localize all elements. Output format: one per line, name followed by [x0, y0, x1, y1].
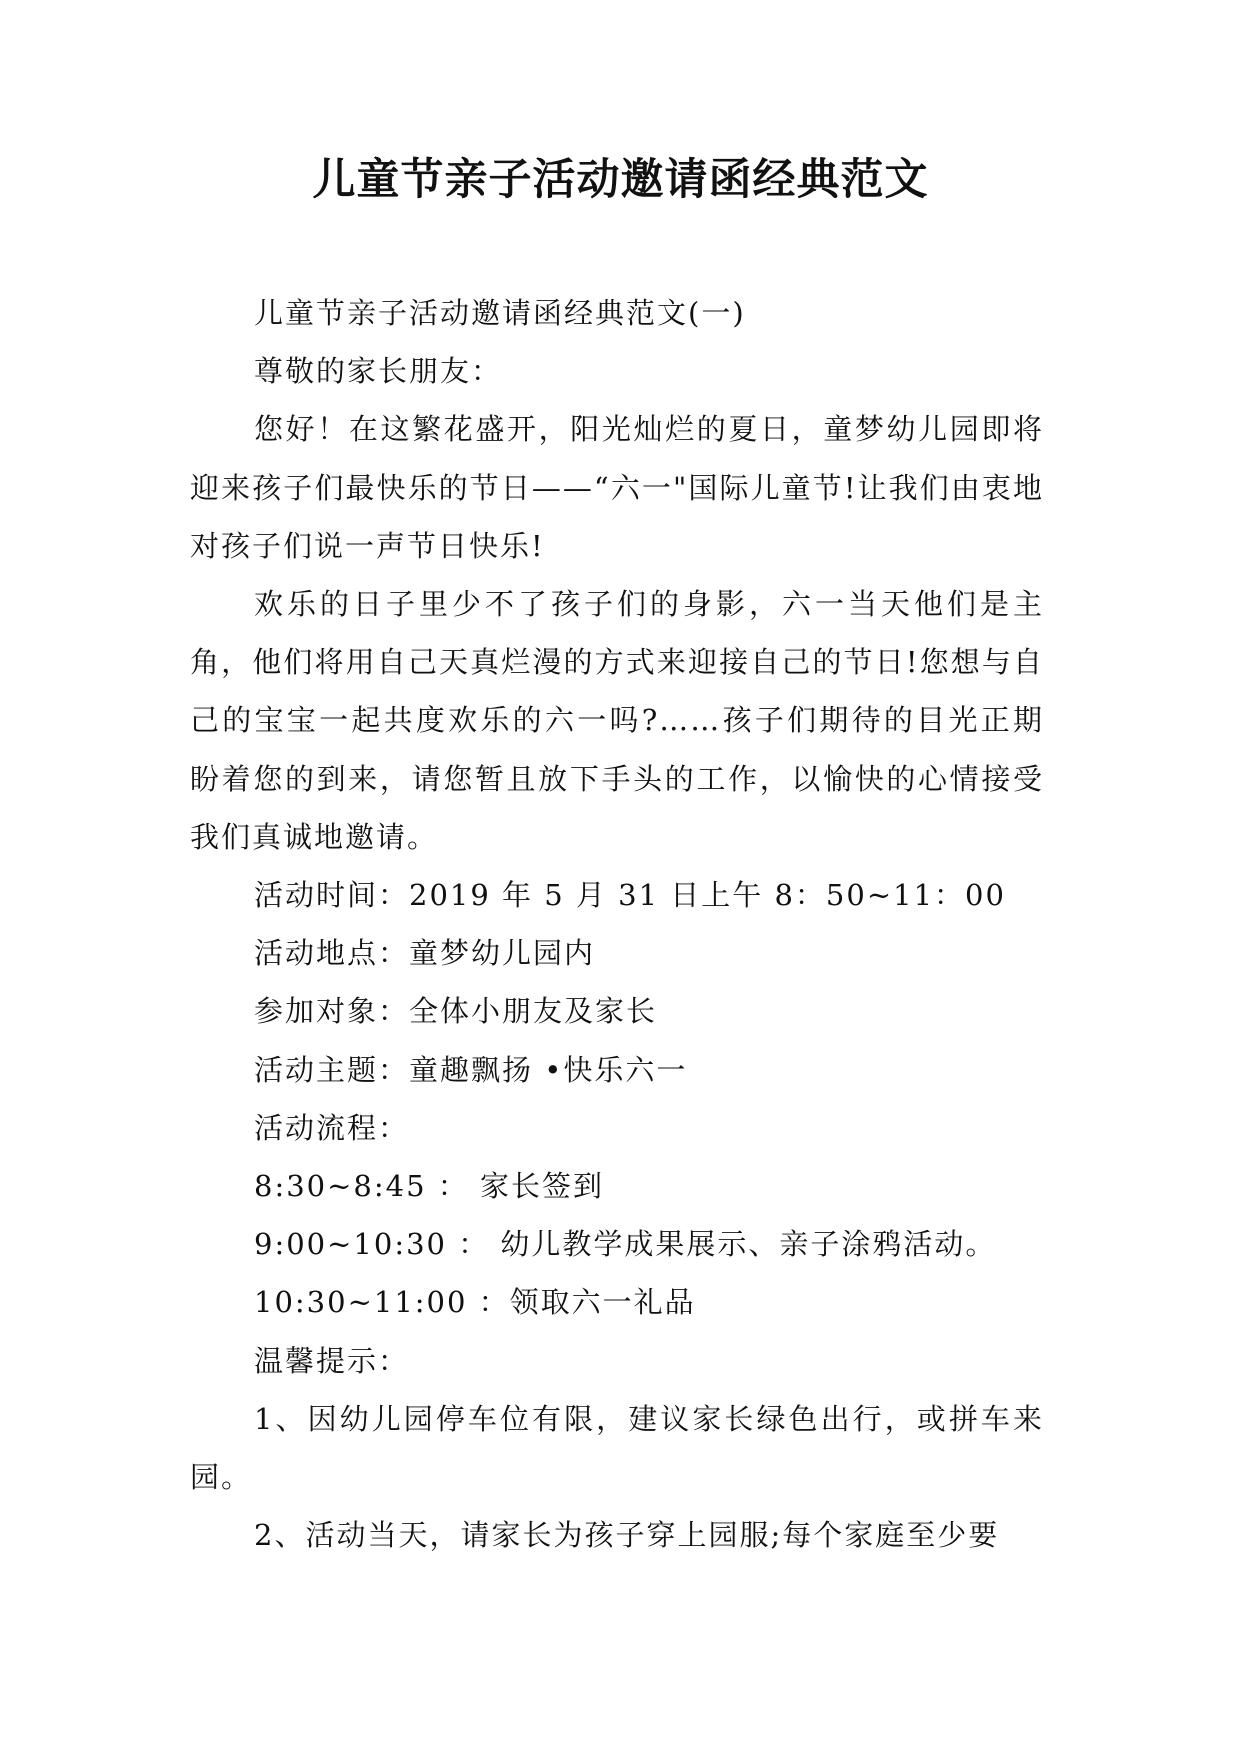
greeting-paragraph: 您好！在这繁花盛开，阳光灿烂的夏日，童梦幼儿园即将迎来孩子们最快乐的节日——“六一"国际儿童节!让我们由衷地对孩子们说一声节日快乐!: [190, 412, 1044, 563]
tip-item: 1、因幼儿园停车位有限，建议家长绿色出行，或拼车来园。: [190, 1401, 1044, 1495]
tips-heading: 温馨提示：: [254, 1343, 410, 1378]
document-body: [190, 284, 1044, 1564]
tip-item: 2、活动当天，请家长为孩子穿上园服;每个家庭至少要: [254, 1518, 1000, 1553]
subtitle-paragraph: 儿童节亲子活动邀请函经典范文(一): [254, 296, 746, 330]
activity-theme-line: 活动主题：童趣飘扬 •快乐六一: [254, 1052, 688, 1087]
schedule-item: 8:30~8:45 ： 家长签到: [254, 1169, 604, 1204]
activity-location-line: 活动地点：童梦幼儿园内: [254, 936, 596, 971]
schedule-item: 10:30~11:00 ：领取六一礼品: [254, 1285, 696, 1320]
salutation-paragraph: 尊敬的家长朋友：: [254, 354, 503, 389]
activity-time-line: 活动时间：2019 年 5 月 31 日上午 8：50~11：00: [254, 878, 1006, 913]
invitation-paragraph: 欢乐的日子里少不了孩子们的身影，六一当天他们是主角，他们将用自己天真烂漫的方式来迎接自己的节日!您想与自己的宝宝一起共度欢乐的六一吗?……孩子们期待的目光正期盼着您的到来，请您暂且放下手头的工作，以愉快的心情接受我们真诚地邀请。: [190, 587, 1044, 854]
schedule-item: 9:00~10:30 ： 幼儿教学成果展示、亲子涂鸦活动。: [254, 1227, 997, 1262]
participants-line: 参加对象：全体小朋友及家长: [254, 994, 658, 1029]
page-title: 儿童节亲子活动邀请函经典范文: [312, 155, 929, 205]
activity-process-heading: 活动流程：: [254, 1110, 410, 1145]
